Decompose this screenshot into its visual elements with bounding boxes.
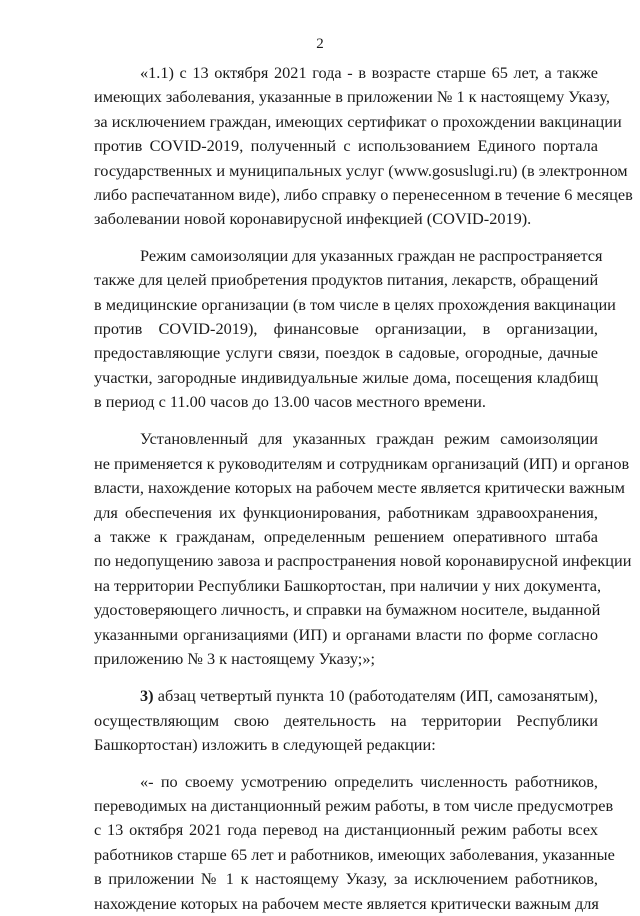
text-line: а также к гражданам, определенным решением оперативного штаба xyxy=(94,527,598,547)
text-line: против COVID-2019), финансовые организации, в организации, xyxy=(94,318,598,338)
text-line: по недопущению завоза и распространения новой коронавирусной инфекции xyxy=(94,551,632,571)
paragraph-item-3 xyxy=(94,684,598,757)
item-text: абзац четвертый пункта 10 (работодателям (ИП, самозанятым), xyxy=(153,686,598,706)
text-line: на территории Республики Башкортостан, при наличии у них документа, xyxy=(94,575,602,595)
text-line: заболевании новой коронавирусной инфекцией (COVID-2019). xyxy=(94,209,532,229)
text-line: предоставляющие услуги связи, поездок в садовые, огородные, дачные xyxy=(94,343,598,363)
document-body xyxy=(94,61,633,916)
text-line: «1.1) с 13 октября 2021 года - в возрасте старше 65 лет, а также xyxy=(140,63,598,82)
text-line: с 13 октября 2021 года перевод на дистанционный режим работы всех xyxy=(94,820,598,840)
text-line: осуществляющим свою деятельность на территории Республики xyxy=(94,710,598,730)
item-number: 3) xyxy=(140,686,154,706)
paragraph-self-isolation-exceptions xyxy=(94,244,616,415)
text-line: участки, загородные индивидуальные жилые дома, посещения кладбищ xyxy=(94,367,598,387)
text-line: указанными организациями (ИП) и органами власти по форме согласно xyxy=(94,624,598,644)
text-line: переводимых на дистанционный режим работы, в том числе предусмотрев xyxy=(94,795,614,815)
text-line: для обеспечения их функционирования, работникам здравоохранения, xyxy=(94,502,598,522)
text-line: «- по своему усмотрению определить численность работников, xyxy=(140,771,598,791)
text-line: Режим самоизоляции для указанных граждан не распространяется xyxy=(140,245,603,265)
text-line: удостоверяющего личность, и справки на бумажном носителе, выданной xyxy=(94,600,601,620)
page-number: 2 xyxy=(316,36,324,52)
paragraph-regime-not-applied xyxy=(94,427,632,671)
text-line: власти, нахождение которых на рабочем месте является критически важным xyxy=(94,478,625,498)
text-line: государственных и муниципальных услуг (www.gosuslugi.ru) (в электронном xyxy=(94,160,628,180)
text-line: не применяется к руководителям и сотрудникам организаций (ИП) и органов xyxy=(94,453,630,473)
text-line: Башкортостан) изложить в следующей редакции: xyxy=(94,735,436,755)
text-line: также для целей приобретения продуктов питания, лекарств, обращений xyxy=(94,270,599,290)
text-line: в период с 11.00 часов до 13.00 часов местного времени. xyxy=(94,392,486,412)
text-line: нахождение которых на рабочем месте является критически важным для xyxy=(94,893,599,913)
text-line: имеющих заболевания, указанные в приложении № 1 к настоящему Указу, xyxy=(94,87,610,107)
text-line: за исключением граждан, имеющих сертификат о прохождении вакцинации xyxy=(94,111,622,131)
text-line: в медицинские организации (в том числе в целях прохождения вакцинации xyxy=(94,294,616,314)
text-line xyxy=(94,684,598,708)
text-line: либо распечатанном виде), либо справку о перенесенном в течение 6 месяцев xyxy=(94,184,633,204)
paragraph-1-1 xyxy=(94,61,633,232)
text-line: в приложении № 1 к настоящему Указу, за исключением работников, xyxy=(94,869,598,889)
text-line: приложению № 3 к настоящему Указу;»; xyxy=(94,648,375,668)
text-line: работников старше 65 лет и работников, имеющих заболевания, указанные xyxy=(94,844,615,864)
paragraph-employers-remote xyxy=(94,770,615,916)
text-line: против COVID-2019, полученный с использованием Единого портала xyxy=(94,136,598,156)
text-line: Установленный для указанных граждан режим самоизоляции xyxy=(140,429,598,449)
